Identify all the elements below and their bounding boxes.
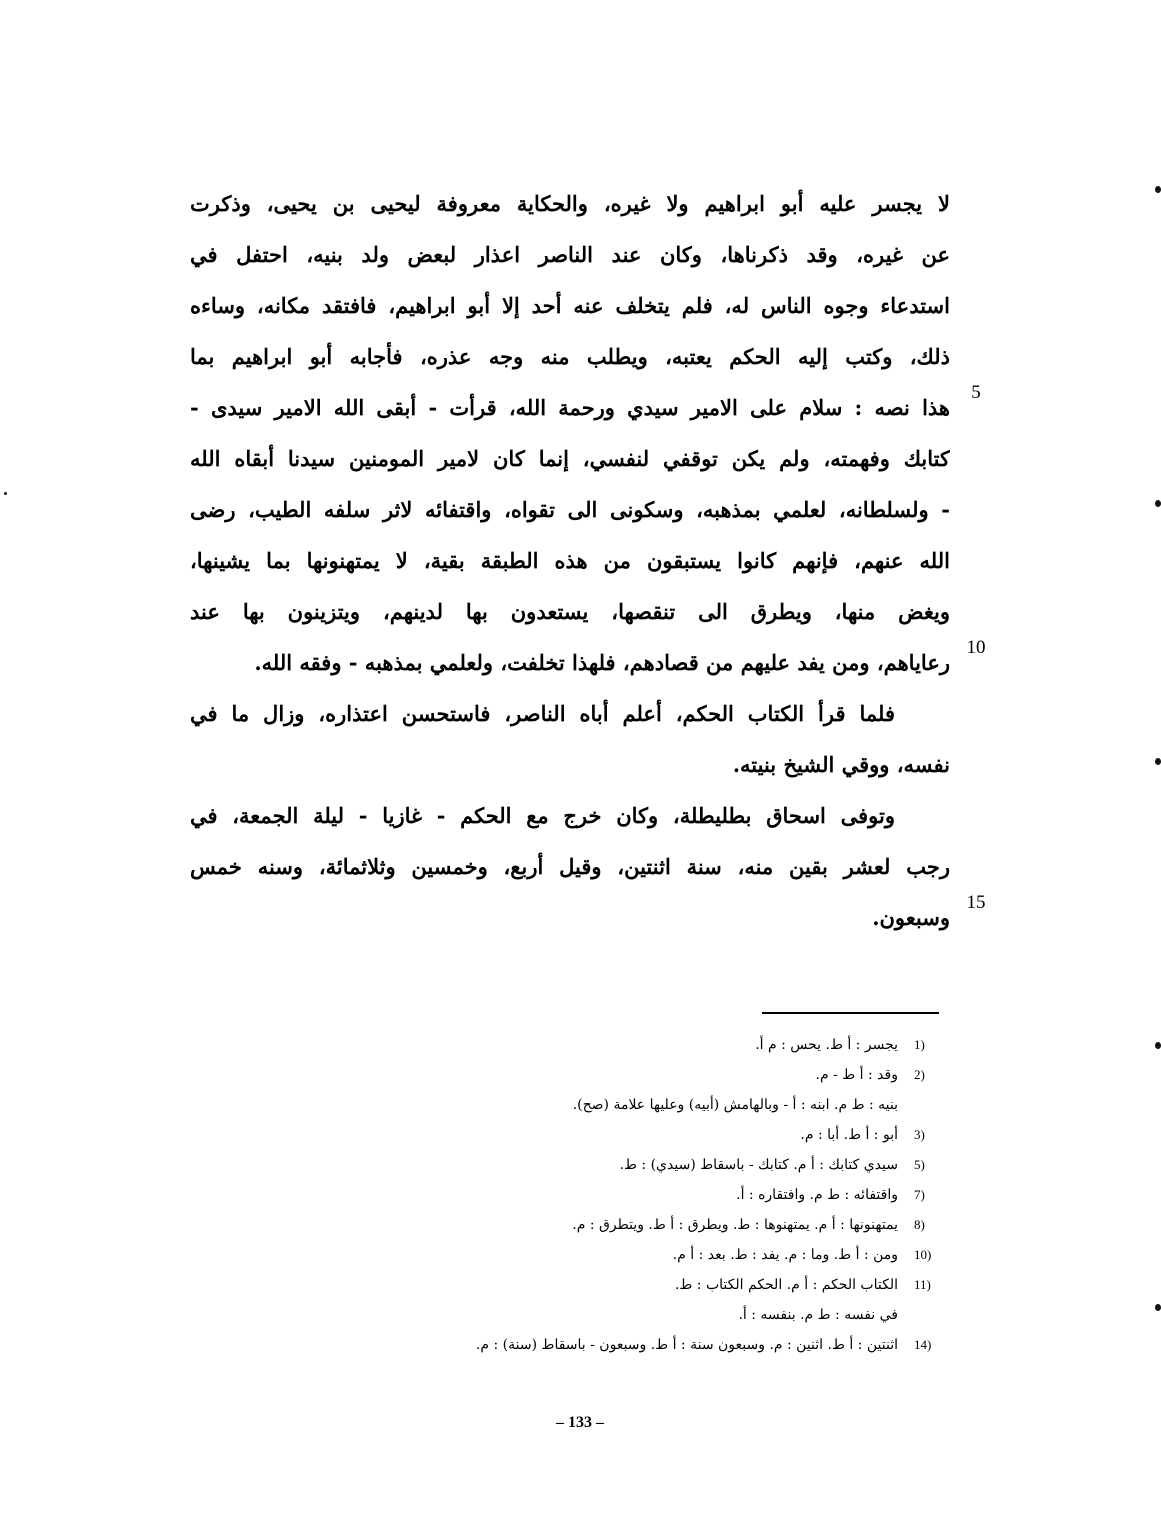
page-number: – 133 – xyxy=(556,1414,604,1431)
text-line: هذا نصه : سلام على الامير سيدي ورحمة الله، قرأت - أبقى الله الامير سيدى - xyxy=(190,395,950,420)
footnote xyxy=(300,1330,940,1360)
footnote-text: واقتفائه : ط م. وافتقاره : أ. xyxy=(736,1187,898,1203)
body-text xyxy=(190,178,950,943)
footnote-number: 11) xyxy=(914,1277,931,1292)
footnote-text: اثنتين : أ ط. اثنين : م. وسبعون سنة : أ ط. وسبعون - باسقاط (سنة) : م. xyxy=(475,1337,898,1353)
footnote-number: 3) xyxy=(914,1127,925,1142)
scan-speck xyxy=(1155,500,1161,507)
text-line: لا يجسر عليه أبو ابراهيم ولا غيره، والحكاية معروفة ليحيى بن يحيى، وذكرت xyxy=(190,191,950,216)
text-line: وسبعون. xyxy=(872,905,950,930)
footnote xyxy=(300,1300,940,1330)
footnote-separator xyxy=(762,1012,939,1014)
text-line: ذلك، وكتب إليه الحكم يعتبه، ويطلب منه وجه عذره، فأجابه أبو ابراهيم بما xyxy=(190,344,950,369)
footnote-text: ومن : أ ط. وما : م. يفد : ط. بعد : أ م. xyxy=(672,1247,898,1263)
footnote-text: وقد : أ ط - م. xyxy=(815,1067,898,1083)
footnote xyxy=(300,1150,940,1180)
scan-speck xyxy=(1155,1304,1161,1311)
footnote-number: 10) xyxy=(914,1247,932,1262)
text-line: رجب لعشر بقين منه، سنة اثنتين، وقيل أربع، وخمسين وثلاثمائة، وسنه خمس xyxy=(190,854,950,879)
footnote xyxy=(300,1180,940,1210)
footnote-text: يمتهنونها : أ م. يمتهنوها : ط. ويطرق : أ ط. ويتطرق : م. xyxy=(572,1217,898,1233)
text-line: عن غيره، وقد ذكرناها، وكان عند الناصر اعذار لبعض ولد بنيه، احتفل في xyxy=(190,242,950,267)
footnote-text: الكتاب الحكم : أ م. الحكم الكتاب : ط. xyxy=(674,1277,898,1293)
text-line: الله عنهم، فإنهم كانوا يستبقون من هذه الطبقة بقية، لا يمتهنونها بما يشينها، xyxy=(190,548,950,573)
line-number: 5 xyxy=(971,382,981,403)
footnote xyxy=(300,1120,940,1150)
footnotes xyxy=(300,1030,940,1360)
footnote xyxy=(300,1270,940,1300)
footnote-text: سيدي كتابك : أ م. كتابك - باسقاط (سيدي) : ط. xyxy=(619,1157,898,1173)
scan-speck xyxy=(4,492,7,495)
footnote-text: أبو : أ ط. أبا : م. xyxy=(800,1127,898,1143)
text-line: رعاياهم، ومن يفد عليهم من قصادهم، فلهذا تخلفت، ولعلمي بمذهبه - وفقه الله. xyxy=(254,650,950,675)
line-number: 15 xyxy=(966,892,986,913)
text-line: كتابك وفهمته، ولم يكن توقفي لنفسي، إنما كان لامير المومنين سيدنا أبقاه الله xyxy=(190,446,950,471)
text-line: ويغض منها، ويطرق الى تنقصها، يستعدون بها لدينهم، ويتزينون بها عند xyxy=(190,599,950,624)
text-line: استدعاء وجوه الناس له، فلم يتخلف عنه أحد إلا أبو ابراهيم، فافتقد مكانه، وساءه xyxy=(190,293,950,318)
text-line: وتوفى اسحاق بطليطلة، وكان خرج مع الحكم - غازيا - ليلة الجمعة، في xyxy=(190,803,895,828)
scan-speck xyxy=(1155,186,1161,193)
text-line: - ولسلطانه، لعلمي بمذهبه، وسكونى الى تقواه، واقتفائه لاثر سلفه الطيب، رضى xyxy=(190,497,950,522)
footnote-number: 7) xyxy=(914,1187,925,1202)
footnote xyxy=(300,1210,940,1240)
footnote-number: 1) xyxy=(914,1037,925,1052)
scan-speck xyxy=(1155,1042,1161,1049)
scan-speck xyxy=(1155,758,1161,765)
text-line: فلما قرأ الكتاب الحكم، أعلم أباه الناصر، فاستحسن اعتذاره، وزال ما في xyxy=(190,701,895,726)
footnote xyxy=(300,1060,940,1090)
footnote xyxy=(300,1090,940,1120)
footnote-text: في نفسه : ط م. بنفسه : أ. xyxy=(738,1307,898,1323)
footnote-number: 5) xyxy=(914,1157,925,1172)
footnote-text: بنيه : ط م. ابنه : أ - وبالهامش (أبيه) وعليها علامة (صح). xyxy=(572,1097,898,1113)
footnote-number: 14) xyxy=(914,1337,932,1352)
footnote xyxy=(300,1240,940,1270)
footnote-number: 2) xyxy=(914,1067,925,1082)
footnote-text: يجسر : أ ط. يحس : م أ. xyxy=(755,1037,898,1053)
footnote-number: 8) xyxy=(914,1217,925,1232)
text-line: نفسه، ووقي الشيخ بنيته. xyxy=(732,752,950,777)
footnote xyxy=(300,1030,940,1060)
line-number: 10 xyxy=(966,637,986,658)
